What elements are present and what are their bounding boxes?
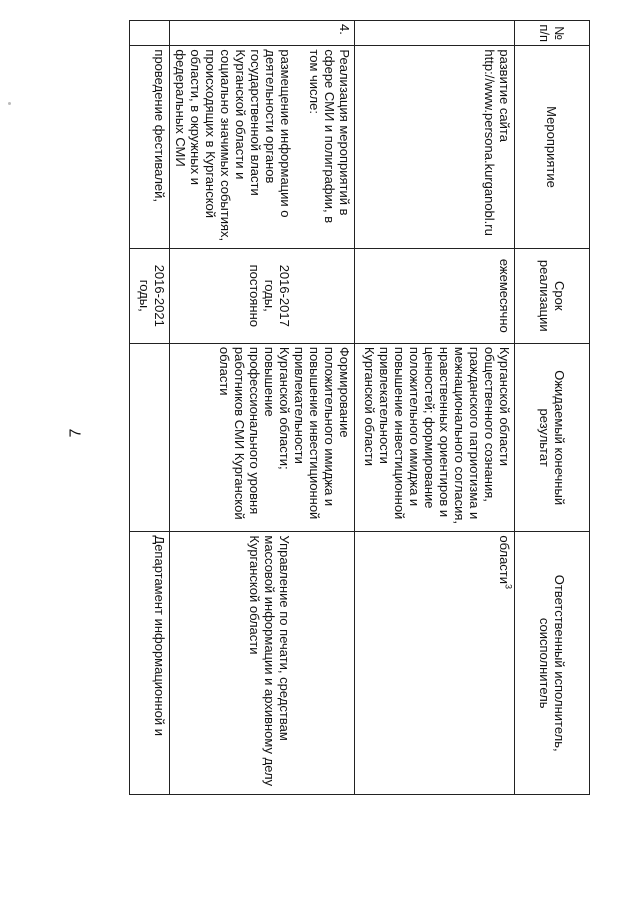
scan-speck	[8, 102, 11, 105]
header-num: № п/п	[515, 21, 590, 46]
table-header-row	[515, 21, 590, 795]
row2-num: 4.	[170, 21, 355, 46]
row2-term	[170, 248, 355, 343]
row2-responsible	[170, 532, 355, 795]
row3-responsible: Департамент информационной и	[130, 532, 170, 795]
row3-term: 2016-2021 годы,	[130, 248, 170, 343]
table-row	[355, 21, 515, 795]
header-term: Срок реализации	[515, 248, 590, 343]
row2-result: Формирование положительного имиджа и повышение инвестиционной привлекательности Курганской области; повышение профессионального уровня работников СМИ Курганской области	[170, 343, 355, 531]
row3-num	[130, 21, 170, 46]
row2-event-detail: размещение информации о деятельности органов государственной власти Курганской области и социально значимых событиях, происходящих в Курганской области, в окружных и федеральных СМИ	[173, 49, 293, 242]
row2-event-intro: Реализация мероприятий в сфере СМИ и полиграфии, в том числе:	[307, 49, 352, 224]
table-row	[170, 21, 355, 795]
row2-event	[170, 46, 355, 248]
header-result: Ожидаемый конечный результат	[515, 343, 590, 531]
row1-responsible-text: области	[497, 535, 512, 585]
row2-term-text: 2016-2017 годы, постоянно	[247, 264, 292, 327]
row1-num	[355, 21, 515, 46]
page-number: 7	[67, 428, 85, 438]
row1-responsible	[355, 532, 515, 795]
row3-result	[130, 343, 170, 531]
rotated-table-container	[90, 20, 590, 795]
row2-responsible-text: Управление по печати, средствам массовой информации и архивному делу Курганской области	[247, 535, 292, 787]
row1-event: развитие сайта http://www.persona.kurganobl.ru	[355, 46, 515, 248]
row3-event: проведение фестивалей,	[130, 46, 170, 248]
footnote-marker: 3	[503, 584, 514, 590]
program-table	[129, 20, 590, 795]
header-responsible: Ответственный исполнитель, соисполнитель	[515, 532, 590, 795]
row1-term: ежемесячно	[355, 248, 515, 343]
table-row	[130, 21, 170, 795]
header-event: Мероприятие	[515, 46, 590, 248]
row1-result: Курганской области общественного сознания, гражданского патриотизма и межнационального согласия, нравственных ориентиров и ценностей; формирование положительного имиджа и повышение инвестиционной привлекательности Курганской области	[355, 343, 515, 531]
